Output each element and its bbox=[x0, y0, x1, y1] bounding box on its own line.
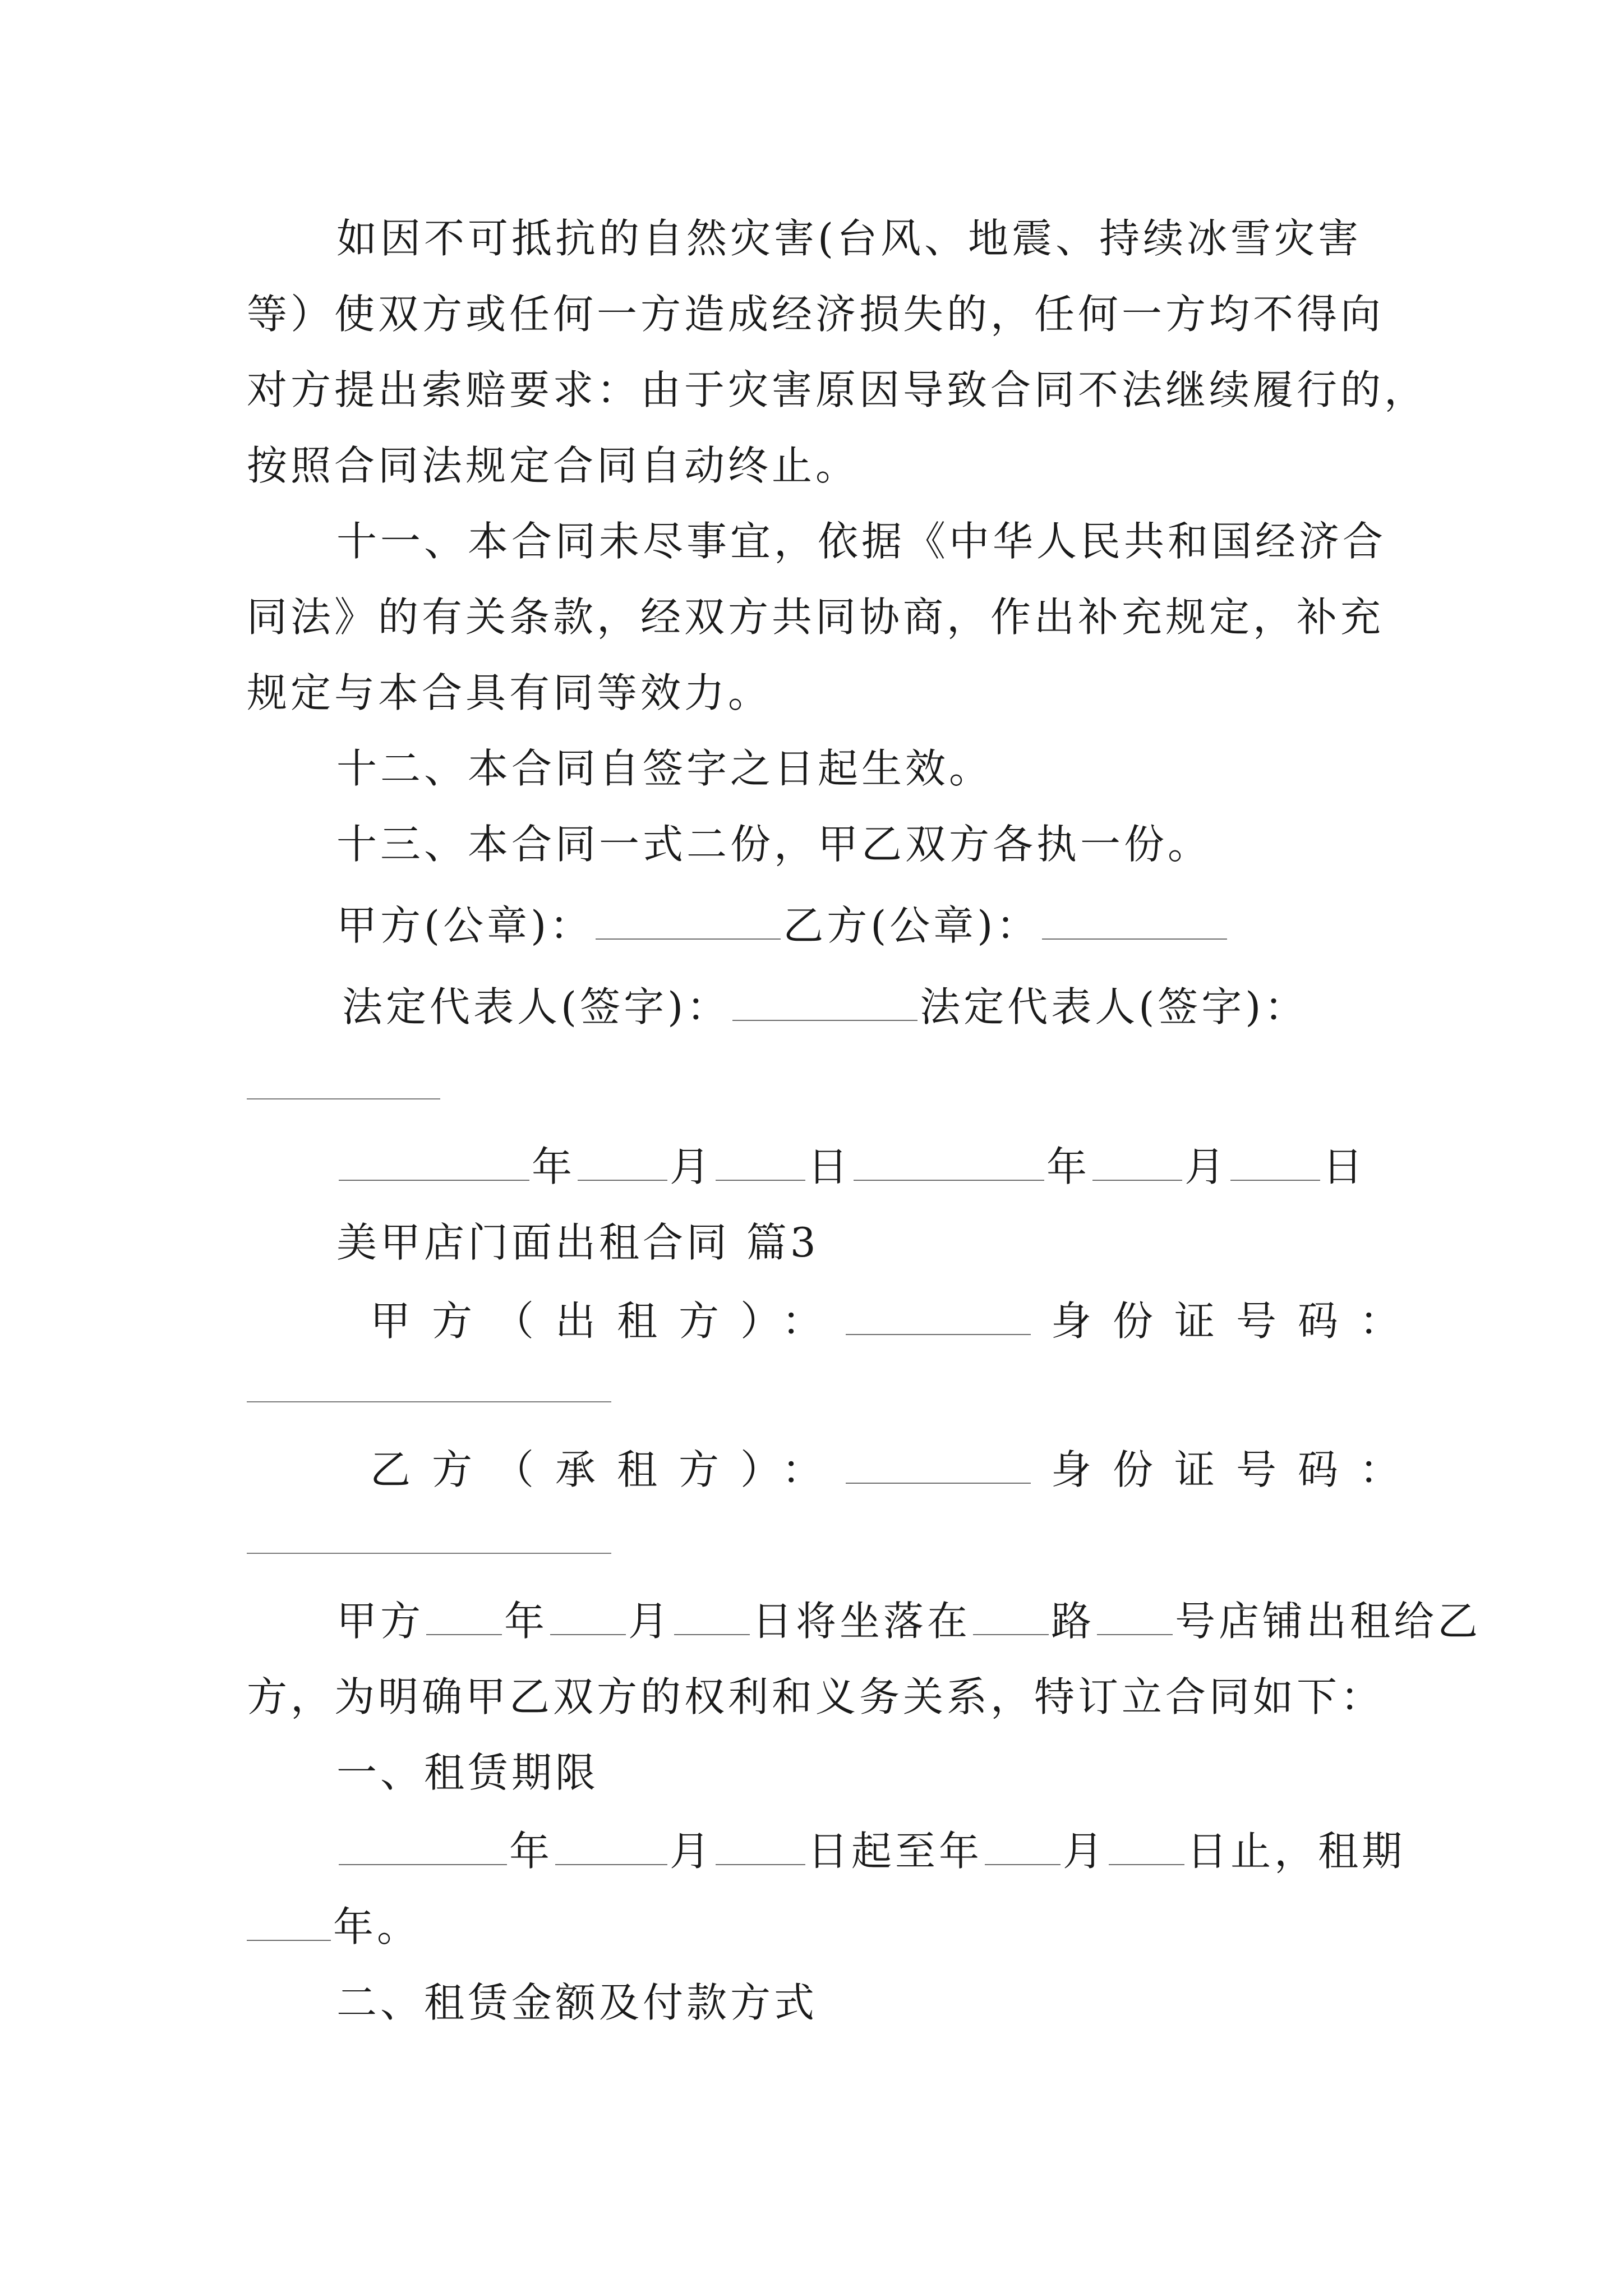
clause-13: 十三、本合同一式二份，甲乙双方各执一份。 bbox=[336, 821, 1212, 868]
term-years-blank[interactable] bbox=[247, 1903, 331, 1941]
date-b-month: 月 bbox=[1184, 1143, 1229, 1190]
intro-shop: 号店铺出租给乙 bbox=[1175, 1598, 1482, 1645]
lessor-id-label: 身份证号码： bbox=[1051, 1297, 1422, 1345]
term-start-day-blank[interactable] bbox=[716, 1827, 805, 1865]
intro-month-blank[interactable] bbox=[550, 1597, 626, 1635]
rep-b-label: 法定代表人(签字)： bbox=[920, 983, 1308, 1030]
lessee-label: 乙方（承租方）： bbox=[370, 1446, 844, 1493]
lessor-name-blank[interactable] bbox=[846, 1297, 1031, 1335]
representative-line bbox=[342, 979, 1308, 1035]
date-a-day: 日 bbox=[808, 1143, 852, 1190]
intro-party: 甲方 bbox=[336, 1598, 425, 1645]
paragraph-force-majeure-line-2: 等）使双方或任何一方造成经济损失的，任何一方均不得向 bbox=[247, 291, 1385, 338]
term-start-month-blank[interactable] bbox=[555, 1827, 667, 1865]
date-a-month: 月 bbox=[670, 1143, 714, 1190]
date-b-month-blank[interactable] bbox=[1092, 1143, 1182, 1181]
intro-road: 路 bbox=[1051, 1598, 1095, 1645]
clause-11-line-1: 十一、本合同未尽事宜，依据《中华人民共和国经济合 bbox=[336, 518, 1387, 565]
term-year: 年 bbox=[509, 1828, 554, 1875]
lessee-id-label: 身份证号码： bbox=[1051, 1446, 1422, 1493]
paragraph-force-majeure-line-4: 按照合同法规定合同自动终止。 bbox=[247, 442, 860, 489]
term-until: 日止，租期 bbox=[1187, 1828, 1406, 1875]
date-a-month-blank[interactable] bbox=[578, 1143, 667, 1181]
date-line bbox=[336, 1139, 1366, 1195]
lessor-id-blank[interactable] bbox=[247, 1401, 611, 1402]
term-years: 年。 bbox=[333, 1903, 421, 1950]
lease-term-line bbox=[336, 1823, 1405, 1879]
paragraph-force-majeure-line-1: 如因不可抵抗的自然灾害(台风、地震、持续冰雪灾害 bbox=[336, 215, 1362, 262]
party-b-seal-blank[interactable] bbox=[1042, 901, 1227, 940]
date-b-year: 年 bbox=[1046, 1143, 1091, 1190]
clause-1-title: 一、租赁期限 bbox=[336, 1749, 600, 1796]
intro-day-blank[interactable] bbox=[674, 1597, 750, 1635]
clause-11-line-2: 同法》的有关条款，经双方共同协商，作出补充规定，补充 bbox=[247, 593, 1385, 641]
paragraph-force-majeure-line-3: 对方提出索赔要求：由于灾害原因导致合同不法继续履行的， bbox=[247, 366, 1428, 413]
intro-year-blank[interactable] bbox=[426, 1597, 502, 1635]
intro-road-blank[interactable] bbox=[973, 1597, 1049, 1635]
lessee-line bbox=[370, 1442, 1421, 1498]
term-from: 日起至年 bbox=[808, 1828, 983, 1875]
intro-line-2: 方，为明确甲乙双方的权利和义务关系，特订立合同如下： bbox=[247, 1673, 1385, 1720]
clause-2-title: 二、租赁金额及付款方式 bbox=[336, 1979, 818, 2026]
party-a-seal-blank[interactable] bbox=[596, 901, 781, 940]
intro-line-1 bbox=[336, 1593, 1481, 1649]
date-a-year: 年 bbox=[532, 1143, 576, 1190]
rep-b-blank[interactable] bbox=[247, 1098, 440, 1099]
clause-11-line-3: 规定与本合具有同等效力。 bbox=[247, 669, 772, 716]
rep-a-label: 法定代表人(签字)： bbox=[342, 983, 731, 1030]
seal-line bbox=[336, 898, 1229, 954]
date-b-year-blank[interactable] bbox=[854, 1143, 1044, 1181]
term-end-month-blank[interactable] bbox=[985, 1827, 1061, 1865]
date-a-year-blank[interactable] bbox=[339, 1143, 529, 1181]
intro-number-blank[interactable] bbox=[1097, 1597, 1173, 1635]
term-month-2: 月 bbox=[1063, 1828, 1107, 1875]
date-b-day-blank[interactable] bbox=[1230, 1143, 1320, 1181]
lessor-line bbox=[370, 1293, 1421, 1349]
rep-a-blank[interactable] bbox=[732, 983, 917, 1021]
section-title: 美甲店门面出租合同 篇3 bbox=[336, 1219, 819, 1266]
term-month: 月 bbox=[670, 1828, 714, 1875]
lessee-name-blank[interactable] bbox=[846, 1446, 1031, 1484]
term-start-year-blank[interactable] bbox=[339, 1827, 507, 1865]
clause-12: 十二、本合同自签字之日起生效。 bbox=[336, 745, 993, 792]
party-b-seal-label: 乙方(公章)： bbox=[783, 902, 1040, 949]
date-a-day-blank[interactable] bbox=[716, 1143, 805, 1181]
date-b-day: 日 bbox=[1322, 1143, 1367, 1190]
lessor-label: 甲方（出租方）： bbox=[370, 1297, 844, 1345]
party-a-seal-label: 甲方(公章)： bbox=[336, 902, 594, 949]
intro-year: 年 bbox=[504, 1598, 548, 1645]
lease-years-line bbox=[247, 1899, 421, 1955]
lessee-id-blank[interactable] bbox=[247, 1553, 611, 1554]
term-end-day-blank[interactable] bbox=[1109, 1827, 1184, 1865]
intro-located: 日将坐落在 bbox=[752, 1598, 971, 1645]
intro-month: 月 bbox=[628, 1598, 672, 1645]
